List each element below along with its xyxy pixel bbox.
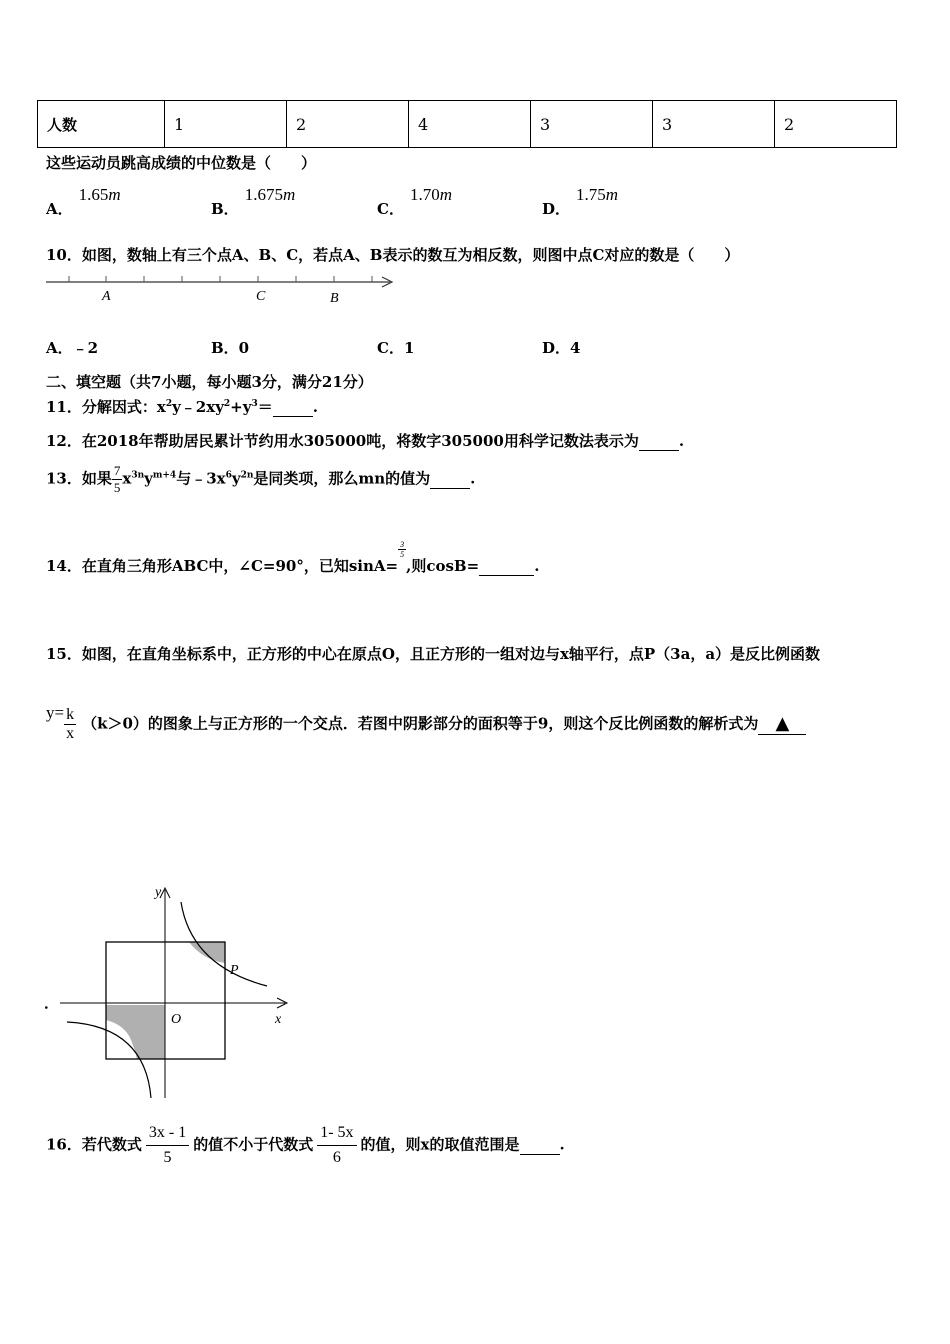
point-c-label: C: [256, 289, 266, 304]
y-axis-label: y: [155, 885, 162, 900]
q9-option-c[interactable]: [377, 185, 452, 219]
q10-option-a[interactable]: A．﹣2: [46, 339, 99, 357]
fraction-seven-fifths: $\frac{7}{5}$: [113, 463, 121, 495]
fraction-k-over-x: $\frac{k}{x}$: [66, 706, 75, 742]
q9-option-d[interactable]: [542, 185, 619, 219]
q15-question-line1: 15．如图，在直角坐标系中，正方形的中心在原点O，且正方形的一组对边与x轴平行，点P（3a，a）是反比例函数: [46, 645, 821, 663]
option-letter: A．: [46, 200, 73, 218]
q15-question-line2: y= $\frac{k}{x}$ （k＞0）的图象上与正方形的一个交点．若图中阴影部分的面积等于9，则这个反比例函数的解析式为 ▲: [46, 706, 806, 743]
point-b-label: B: [330, 291, 339, 306]
q10-option-d[interactable]: D．4: [542, 339, 581, 357]
q16-question: 16．若代数式 $\frac{3x - 1}{5}$ 的值不小于代数式 $\frac{1- 5x}{6}$ 的值，则x的取值范围是 .: [46, 1124, 565, 1166]
number-line-figure: [44, 270, 399, 310]
answer-blank[interactable]: ▲: [758, 713, 806, 735]
answer-blank[interactable]: [520, 1136, 560, 1155]
q11-question: 11．分解因式：$x^2y﹣2xy^2+y^3=$ .: [46, 398, 318, 416]
table-cell: 3: [531, 101, 653, 148]
coordinate-figure: [55, 880, 295, 1105]
option-value: 1.65m: [78, 185, 121, 204]
answer-blank[interactable]: [479, 557, 534, 576]
q14-question: 14．在直角三角形ABC中，∠C=90°，已知sinA= $\frac{3}{5}$ ,则cosB= .: [46, 539, 540, 575]
table-cell: 3: [653, 101, 775, 148]
people-count-table: [37, 100, 897, 148]
table-cell: 2: [287, 101, 409, 148]
option-value: 1.675m: [244, 185, 296, 204]
x-axis-label: x: [275, 1012, 282, 1027]
option-letter: C．: [377, 200, 404, 218]
shaded-region-lower: [106, 1005, 165, 1059]
fraction-three-fifths: $\frac{3}{5}$: [400, 539, 405, 559]
q12-question: 12．在2018年帮助居民累计节约用水305000吨，将数字305000用科学记数法表示为 .: [46, 432, 685, 450]
option-letter: D．: [542, 200, 571, 218]
table-row: [38, 101, 897, 148]
q9-option-a[interactable]: [46, 185, 121, 219]
q9-option-b[interactable]: [211, 185, 296, 219]
option-value: 1.75m: [576, 185, 619, 204]
option-value: 1.70m: [409, 185, 452, 204]
table-cell: 2: [775, 101, 897, 148]
figure-dot: ．: [44, 994, 60, 1012]
section-title: 二、填空题（共7小题，每小题3分，满分21分）: [46, 373, 373, 391]
table-cell: 4: [409, 101, 531, 148]
number-line-ticks: [69, 276, 372, 282]
q10-option-b[interactable]: B．0: [211, 339, 250, 357]
origin-label: O: [171, 1012, 182, 1027]
fraction-first-expression: $\frac{3x - 1}{5}$: [146, 1124, 189, 1167]
point-p-label: P: [230, 963, 239, 978]
shaded-region-upper: [189, 942, 225, 963]
table-header-cell: 人数: [38, 101, 165, 148]
table-cell: 1: [165, 101, 287, 148]
answer-blank[interactable]: [273, 398, 313, 417]
answer-blank[interactable]: [639, 432, 679, 451]
q9-question: 这些运动员跳高成绩的中位数是（ ）: [46, 154, 317, 172]
point-a-label: A: [102, 289, 111, 304]
answer-blank[interactable]: [430, 470, 470, 489]
q10-question: 10．如图，数轴上有三个点A、B、C，若点A、B表示的数互为相反数，则图中点C对应的数是（ ）: [46, 246, 740, 264]
fraction-second-expression: $\frac{1- 5x}{6}$: [317, 1124, 356, 1167]
option-letter: B．: [211, 200, 239, 218]
q13-question: 13．如果 $\frac{7}{5}$ $x^{3n}y^{m+4}$与$﹣3x^6y^{2n}$是同类项，那么mn的值为 .: [46, 463, 476, 495]
q10-option-c[interactable]: C．1: [377, 339, 415, 357]
